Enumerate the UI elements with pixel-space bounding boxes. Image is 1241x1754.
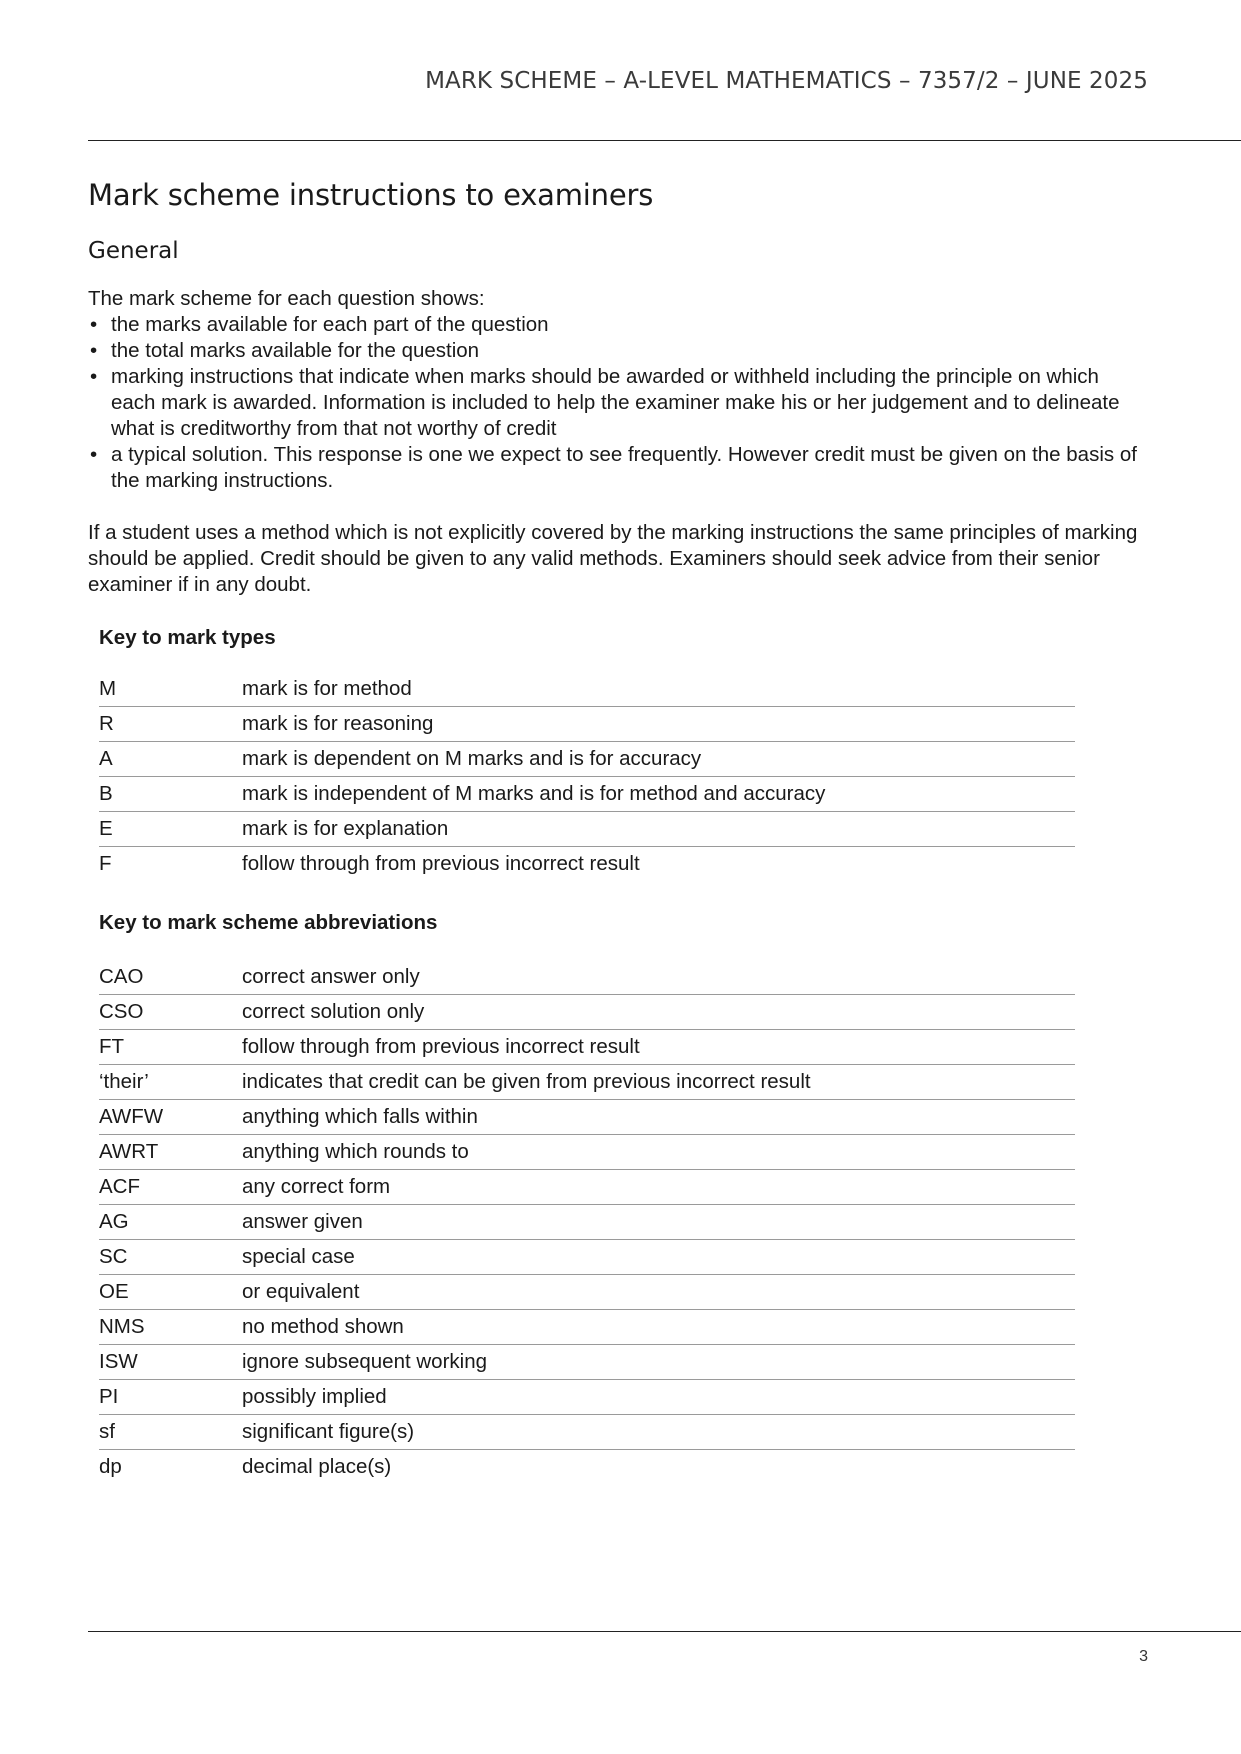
bullet-text: the marks available for each part of the question (111, 313, 549, 336)
abbreviation-code: AWRT (99, 1135, 242, 1170)
bullet-icon: • (90, 313, 98, 336)
bullet-text: marking instructions that indicate when marks should be awarded or withheld including the principle on which each mark is awarded. Information is included to help the examiner make his or her judgement and to delineate what is creditworthy from that not worthy of credit (111, 365, 1120, 440)
table-row (99, 742, 1075, 777)
abbreviation-description: decimal place(s) (242, 1455, 392, 1478)
footer-divider (88, 1631, 1241, 1632)
abbreviation-code: PI (99, 1380, 242, 1415)
abbreviation-code: OE (99, 1275, 242, 1310)
bullet-icon: • (90, 339, 98, 362)
section-title: General (88, 238, 179, 264)
list-item (88, 338, 1148, 364)
mark-code: F (99, 852, 112, 875)
bullet-icon: • (90, 443, 98, 466)
table-row (99, 1170, 1075, 1205)
abbreviation-description: any correct form (242, 1170, 1075, 1205)
abbreviation-code: CAO (99, 960, 242, 995)
bullet-list (88, 312, 1148, 494)
table-row (99, 1380, 1075, 1415)
mark-code: B (99, 777, 242, 812)
list-item (88, 312, 1148, 338)
abbreviation-code: ACF (99, 1170, 242, 1205)
abbreviation-description: anything which rounds to (242, 1135, 1075, 1170)
bullet-text: a typical solution. This response is one we expect to see frequently. However credit must be given on the basis of the marking instructions. (111, 443, 1137, 492)
abbreviation-code: AWFW (99, 1100, 242, 1135)
abbreviation-description: indicates that credit can be given from previous incorrect result (242, 1065, 1075, 1100)
bullet-icon: • (90, 365, 98, 388)
abbreviation-code: FT (99, 1030, 242, 1065)
mark-types-table (99, 672, 1075, 881)
table-row (99, 1415, 1075, 1450)
mark-code: M (99, 672, 242, 707)
mark-code: R (99, 707, 242, 742)
abbreviation-code: SC (99, 1240, 242, 1275)
abbreviation-description: no method shown (242, 1310, 1075, 1345)
abbreviation-description: or equivalent (242, 1275, 1075, 1310)
table-row (99, 812, 1075, 847)
page-content (88, 178, 1148, 1484)
abbreviation-code: NMS (99, 1310, 242, 1345)
table-row (99, 1135, 1075, 1170)
table-row (99, 1275, 1075, 1310)
mark-code: A (99, 742, 242, 777)
mark-description: mark is for method (242, 672, 1075, 707)
table-row (99, 672, 1075, 707)
mark-description: mark is dependent on M marks and is for accuracy (242, 742, 1075, 777)
table-row (99, 960, 1075, 995)
table-row (99, 847, 1075, 882)
table-row (99, 1065, 1075, 1100)
mark-description: mark is for explanation (242, 812, 1075, 847)
table-row (99, 1345, 1075, 1380)
running-header: MARK SCHEME – A-LEVEL MATHEMATICS – 7357/2 – JUNE 2025 (425, 68, 1148, 94)
mark-description: follow through from previous incorrect result (242, 852, 640, 875)
abbreviation-code: dp (99, 1455, 122, 1478)
abbreviation-description: anything which falls within (242, 1100, 1075, 1135)
abbreviation-description: answer given (242, 1205, 1075, 1240)
table-row (99, 707, 1075, 742)
abbreviation-code: sf (99, 1415, 242, 1450)
abbreviation-description: possibly implied (242, 1380, 1075, 1415)
abbreviation-description: correct answer only (242, 960, 1075, 995)
mark-types-heading: Key to mark types (99, 626, 276, 649)
abbreviation-description: correct solution only (242, 995, 1075, 1030)
page-number: 3 (1139, 1648, 1148, 1665)
abbreviation-code: ‘their’ (99, 1065, 242, 1100)
list-item (88, 442, 1148, 494)
header-divider (88, 140, 1241, 141)
table-row (99, 1030, 1075, 1065)
table-row (99, 1240, 1075, 1275)
abbreviation-description: special case (242, 1240, 1075, 1275)
bullet-text: the total marks available for the question (111, 339, 480, 362)
table-row (99, 1450, 1075, 1485)
table-row (99, 1205, 1075, 1240)
table-row (99, 1100, 1075, 1135)
abbreviations-table (99, 960, 1075, 1484)
abbreviation-description: significant figure(s) (242, 1415, 1075, 1450)
method-paragraph: If a student uses a method which is not explicitly covered by the marking instructions the same principles of marking should be applied. Credit should be given to any valid methods. Examiners should seek advice from their senior examiner if in any doubt. (88, 521, 1138, 596)
page-title: Mark scheme instructions to examiners (88, 178, 654, 212)
abbreviation-code: CSO (99, 995, 242, 1030)
abbreviation-description: follow through from previous incorrect result (242, 1030, 1075, 1065)
abbreviation-code: ISW (99, 1345, 242, 1380)
list-item (88, 364, 1148, 442)
mark-description: mark is for reasoning (242, 707, 1075, 742)
table-row (99, 777, 1075, 812)
table-row (99, 995, 1075, 1030)
mark-code: E (99, 812, 242, 847)
mark-description: mark is independent of M marks and is for method and accuracy (242, 777, 1075, 812)
abbreviation-code: AG (99, 1205, 242, 1240)
abbreviations-heading: Key to mark scheme abbreviations (99, 911, 438, 934)
intro-text: The mark scheme for each question shows: (88, 287, 485, 310)
abbreviation-description: ignore subsequent working (242, 1345, 1075, 1380)
table-row (99, 1310, 1075, 1345)
